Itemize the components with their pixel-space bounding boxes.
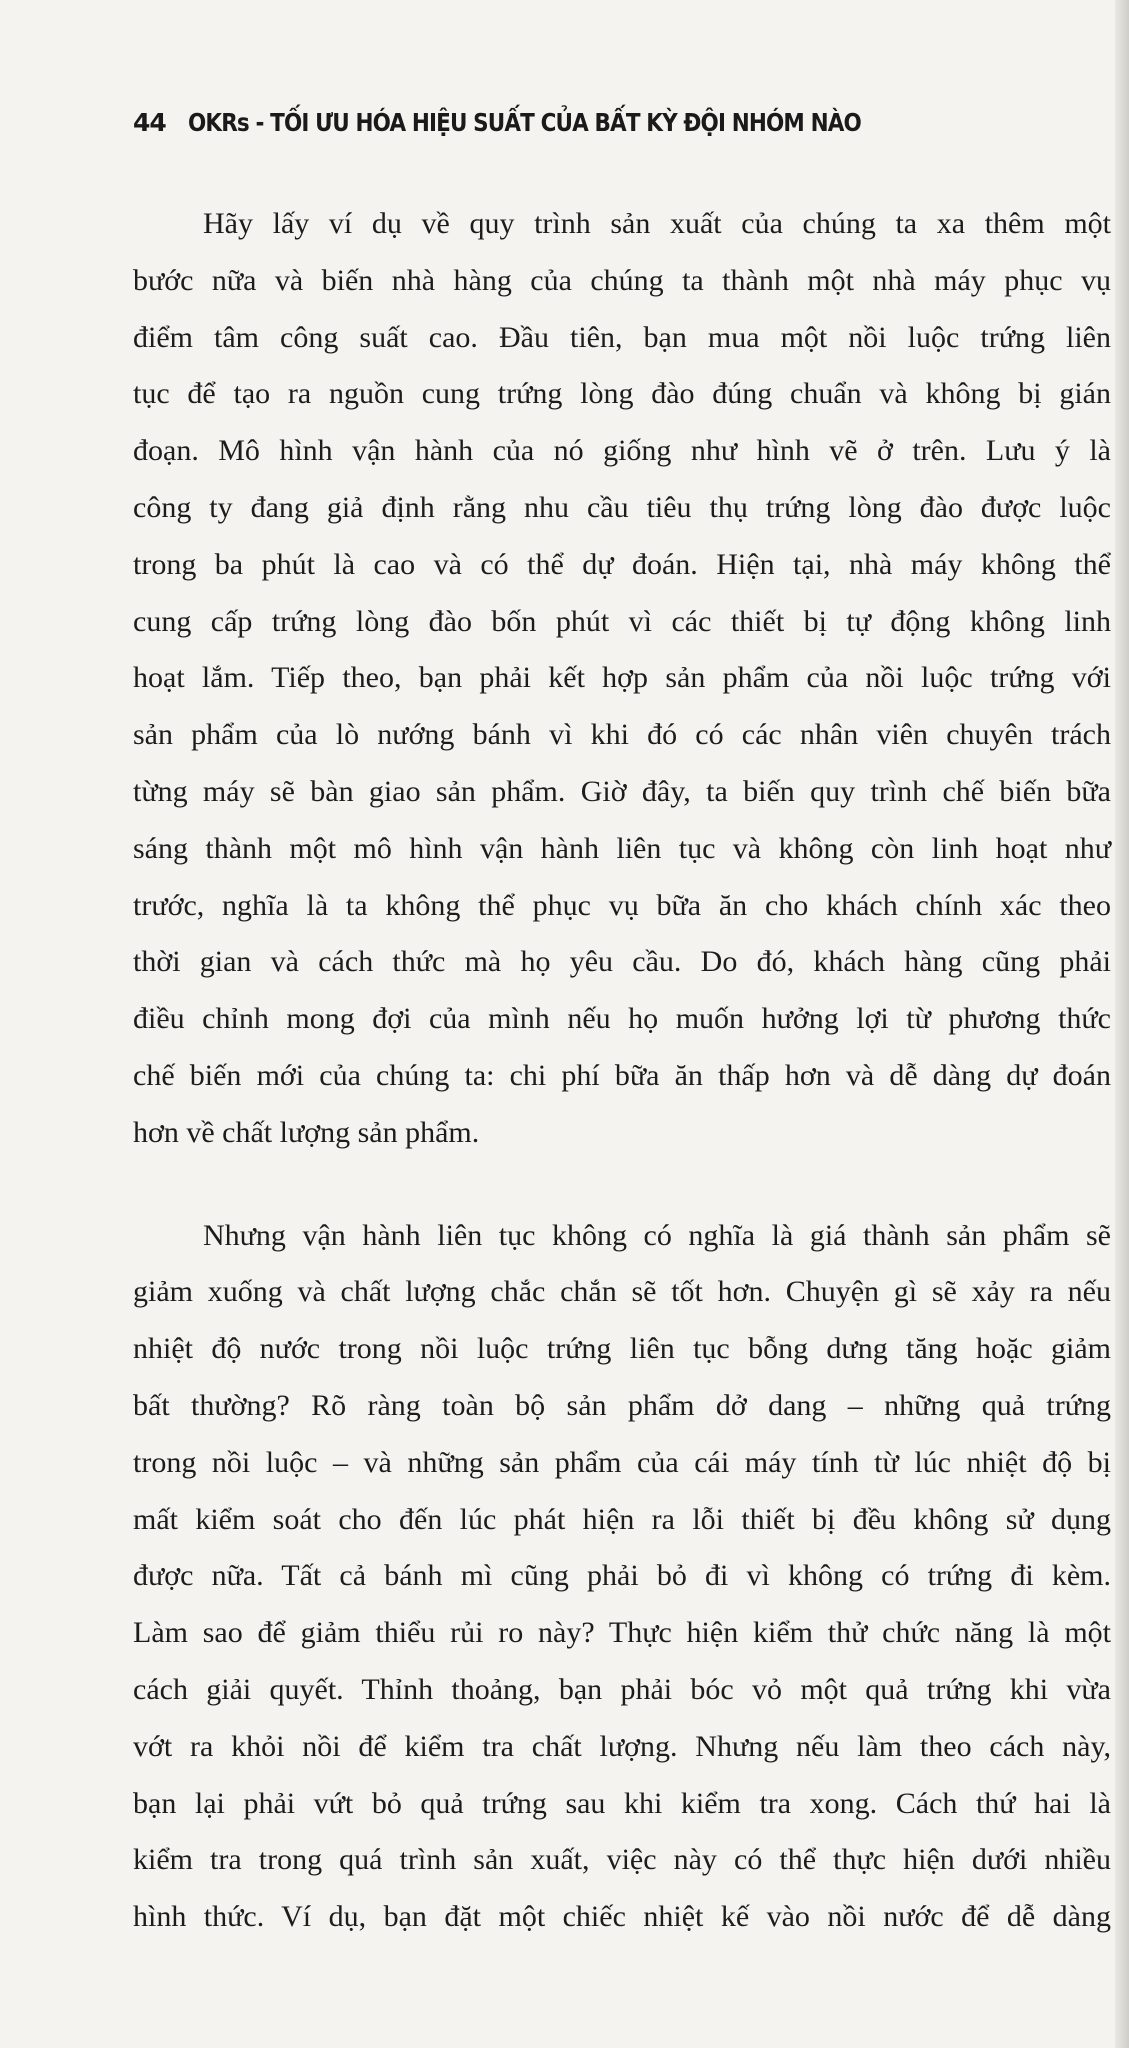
- paragraph-1: [133, 196, 1111, 1162]
- text-line: bước nữa và biến nhà hàng của chúng ta thành một nhà máy phục vụ: [133, 263, 1111, 297]
- text-line: thời gian và cách thức mà họ yêu cầu. Do đó, khách hàng cũng phải: [133, 945, 1111, 979]
- body-text: [133, 196, 1111, 1946]
- text-line: nhiệt độ nước trong nồi luộc trứng liên tục bỗng dưng tăng hoặc giảm: [133, 1332, 1111, 1366]
- text-line: Hãy lấy ví dụ về quy trình sản xuất của chúng ta xa thêm một: [203, 207, 1111, 240]
- text-line: bạn lại phải vứt bỏ quả trứng sau khi kiểm tra xong. Cách thứ hai là: [133, 1786, 1111, 1820]
- text-line: Làm sao để giảm thiểu rủi ro này? Thực hiện kiểm thử chức năng là một: [133, 1616, 1111, 1650]
- text-line: từng máy sẽ bàn giao sản phẩm. Giờ đây, ta biến quy trình chế biến bữa: [133, 774, 1111, 808]
- running-header: [133, 108, 970, 137]
- text-line: vớt ra khỏi nồi để kiểm tra chất lượng. Nhưng nếu làm theo cách này,: [133, 1729, 1111, 1763]
- book-title: OKRs - TỐI ƯU HÓA HIỆU SUẤT CỦA BẤT KỲ ĐỘI NHÓM NÀO: [187, 108, 861, 137]
- text-line: giảm xuống và chất lượng chắc chắn sẽ tốt hơn. Chuyện gì sẽ xảy ra nếu: [133, 1275, 1111, 1309]
- text-line: hoạt lắm. Tiếp theo, bạn phải kết hợp sản phẩm của nồi luộc trứng với: [133, 661, 1111, 695]
- text-line: tục để tạo ra nguồn cung trứng lòng đào đúng chuẩn và không bị gián: [133, 377, 1111, 411]
- text-line: cách giải quyết. Thỉnh thoảng, bạn phải bóc vỏ một quả trứng khi vừa: [133, 1672, 1111, 1706]
- text-line: sản phẩm của lò nướng bánh vì khi đó có các nhân viên chuyên trách: [133, 718, 1111, 752]
- text-line: được nữa. Tất cả bánh mì cũng phải bỏ đi vì không có trứng đi kèm.: [133, 1559, 1111, 1593]
- text-line: trong ba phút là cao và có thể dự đoán. Hiện tại, nhà máy không thể: [133, 547, 1111, 581]
- text-line: chế biến mới của chúng ta: chi phí bữa ăn thấp hơn và dễ dàng dự đoán: [133, 1058, 1111, 1092]
- text-line: công ty đang giả định rằng nhu cầu tiêu thụ trứng lòng đào được luộc: [133, 490, 1111, 524]
- text-line: kiểm tra trong quá trình sản xuất, việc này có thể thực hiện dưới nhiều: [133, 1843, 1111, 1877]
- text-line: cung cấp trứng lòng đào bốn phút vì các thiết bị tự động không linh: [133, 604, 1111, 638]
- text-line: mất kiểm soát cho đến lúc phát hiện ra lỗi thiết bị đều không sử dụng: [133, 1502, 1111, 1536]
- text-line: hình thức. Ví dụ, bạn đặt một chiếc nhiệt kế vào nồi nước để dễ dàng: [133, 1900, 1111, 1934]
- text-line: đoạn. Mô hình vận hành của nó giống như hình vẽ ở trên. Lưu ý là: [133, 434, 1111, 468]
- page-number: 44: [133, 108, 166, 137]
- page-edge: [1115, 0, 1129, 2048]
- text-line: Nhưng vận hành liên tục không có nghĩa là giá thành sản phẩm sẽ: [203, 1218, 1111, 1252]
- text-line: điểm tâm công suất cao. Đầu tiên, bạn mua một nồi luộc trứng liên: [133, 320, 1111, 354]
- text-line: điều chỉnh mong đợi của mình nếu họ muốn hưởng lợi từ phương thức: [133, 1002, 1111, 1036]
- text-line: hơn về chất lượng sản phẩm.: [133, 1115, 480, 1149]
- text-line: sáng thành một mô hình vận hành liên tục và không còn linh hoạt như: [133, 831, 1111, 865]
- text-line: trước, nghĩa là ta không thể phục vụ bữa ăn cho khách chính xác theo: [133, 888, 1111, 922]
- text-line: bất thường? Rõ ràng toàn bộ sản phẩm dở dang – những quả trứng: [133, 1388, 1111, 1422]
- paragraph-2: [133, 1208, 1111, 1946]
- text-line: trong nồi luộc – và những sản phẩm của cái máy tính từ lúc nhiệt độ bị: [133, 1445, 1111, 1479]
